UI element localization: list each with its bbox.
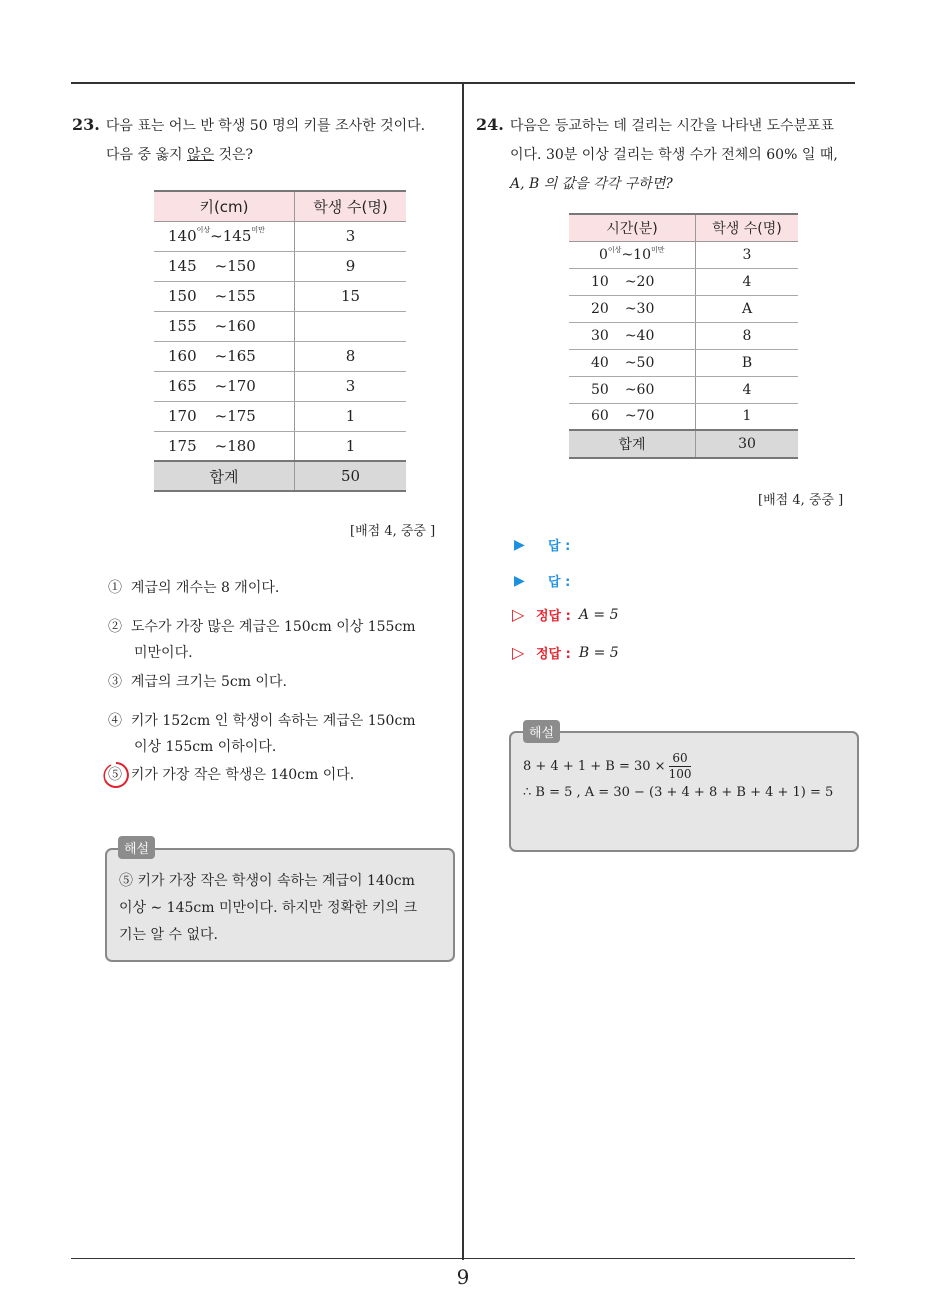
- correct-answer-b: ▷ 정답 : B = 5: [512, 643, 619, 662]
- column-header: 학생 수(명): [295, 191, 407, 221]
- table-row: 50 ~60 4: [569, 376, 798, 403]
- time-frequency-table: [569, 213, 798, 459]
- question-number: 24.: [476, 115, 504, 134]
- question-number: 23.: [72, 115, 100, 134]
- bottom-rule: [71, 1258, 855, 1259]
- table-row: 150 ~155 15: [154, 281, 406, 311]
- table-row: 145 ~150 9: [154, 251, 406, 281]
- explanation-tag: 해설: [523, 720, 560, 743]
- column-divider: [462, 83, 464, 1260]
- choice-4[interactable]: ④ 키가 152cm 인 학생이 속하는 계급은 150cm 이상 155cm 이하이다.: [108, 713, 416, 755]
- score-label: [배점 4, 중중 ]: [758, 493, 844, 508]
- correct-answer-a: ▷ 정답 : A = 5: [512, 605, 619, 624]
- explanation-box: 8 + 4 + 1 + B = 30 × $\frac{60}{100}$ ∴ B = 5 , A = 30 − (3 + 4 + 8 + B + 4 + 1) = 5: [509, 731, 859, 852]
- table-total-row: 합계 50: [154, 461, 406, 491]
- answer-input-1[interactable]: ▶ 답 :: [514, 536, 571, 554]
- table-row: $0^{이상}\sim 10^{미만}$ 3: [569, 241, 798, 268]
- answer-input-2[interactable]: ▶ 답 :: [514, 572, 571, 590]
- column-header: 학생 수(명): [696, 214, 799, 241]
- table-row: 20 ~30 A: [569, 295, 798, 322]
- table-row: 175 ~180 1: [154, 431, 406, 461]
- table-row: 160 ~165 8: [154, 341, 406, 371]
- choice-2[interactable]: ② 도수가 가장 많은 계급은 150cm 이상 155cm 미만이다.: [108, 619, 416, 661]
- height-frequency-table: [154, 190, 406, 492]
- table-total-row: 합계 30: [569, 430, 798, 458]
- score-label: [배점 4, 중중 ]: [350, 524, 436, 539]
- answer-circle-mark: [101, 760, 131, 790]
- play-arrow-icon: ▶: [514, 536, 525, 553]
- choice-mark: ①: [108, 580, 122, 596]
- outline-arrow-icon: ▷: [512, 643, 525, 662]
- question-23: [72, 110, 457, 170]
- play-arrow-icon: ▶: [514, 572, 525, 589]
- fraction: $\frac{60}{100}$: [668, 751, 692, 781]
- column-header: 키(cm): [154, 191, 295, 221]
- table-row: 10 ~20 4: [569, 268, 798, 295]
- question-24: [476, 110, 861, 199]
- choice-mark: ②: [108, 619, 122, 635]
- choice-mark: ③: [108, 674, 122, 690]
- table-row: 60 ~70 1: [569, 403, 798, 430]
- table-row: 155 ~160: [154, 311, 406, 341]
- choice-1[interactable]: ① 계급의 개수는 8 개이다.: [108, 580, 280, 596]
- question-23-prompt: 23. 다음 표는 어느 반 학생 50 명의 키를 조사한 것이다. 다음 중 옳지 않은 것은?: [72, 115, 426, 163]
- question-24-prompt: 24. 다음은 등교하는 데 걸리는 시간을 나타낸 도수분포표 이다. 30분 이상 걸리는 학생 수가 전체의 60% 일 때, A, B 의 값을 각각 구하면?: [476, 115, 838, 192]
- choice-5[interactable]: ⑤ 키가 가장 작은 학생은 140cm 이다.: [108, 767, 355, 783]
- explanation-box: ⑤ 키가 가장 작은 학생이 속하는 계급이 140cm 이상 ∼ 145cm 미만이다. 하지만 정확한 키의 크 기는 알 수 없다.: [105, 848, 455, 962]
- choice-mark: ⑤: [108, 767, 122, 783]
- table-row: 170 ~175 1: [154, 401, 406, 431]
- table-row: 40 ~50 B: [569, 349, 798, 376]
- table-row: 165 ~170 3: [154, 371, 406, 401]
- choice-3[interactable]: ③ 계급의 크기는 5cm 이다.: [108, 674, 287, 690]
- outline-arrow-icon: ▷: [512, 605, 525, 624]
- explanation-tag: 해설: [118, 836, 155, 859]
- page-number: 9: [456, 1265, 470, 1289]
- table-row: 30 ~40 8: [569, 322, 798, 349]
- table-row: $140^{이상}\sim 145^{미만}$ 3: [154, 221, 406, 251]
- choice-mark: ④: [108, 713, 122, 729]
- column-header: 시간(분): [569, 214, 696, 241]
